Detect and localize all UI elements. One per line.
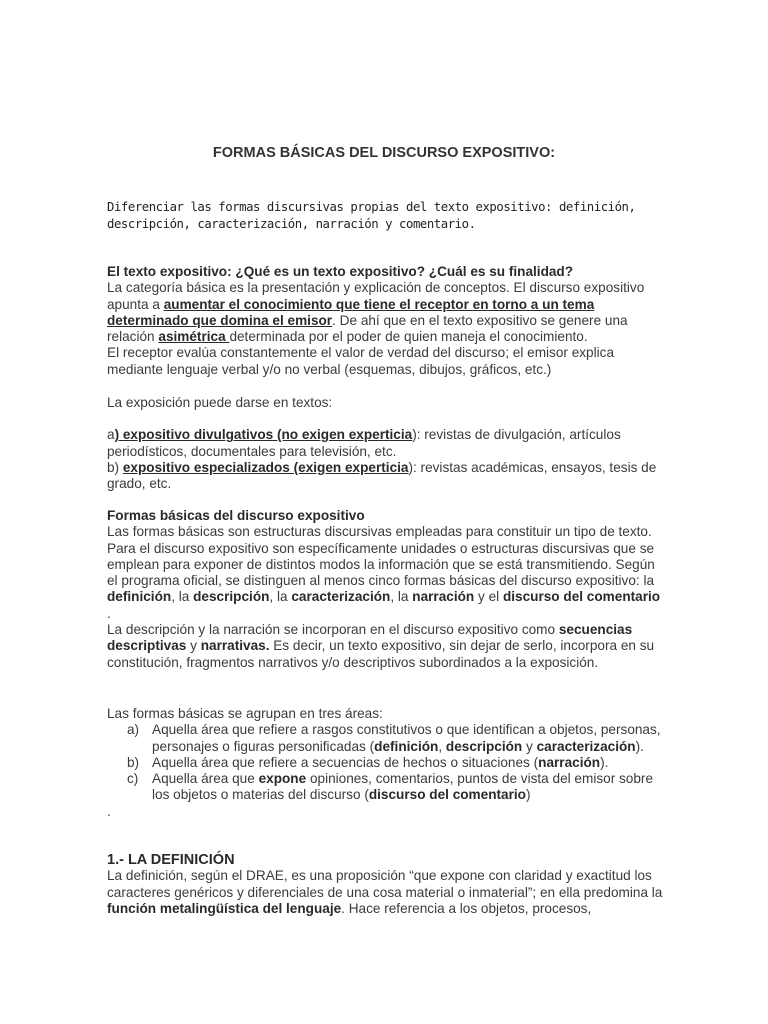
- underlined-phrase: ) expositivo divulgativos (no exigen experticia: [114, 427, 413, 443]
- section-heading: 1.- LA DEFINICIÓN: [107, 852, 235, 868]
- list-item: b) Aquella área que refiere a secuencias de hechos o situaciones (narración).: [127, 754, 609, 770]
- paragraph: El receptor evalúa constantemente el valor de verdad del discurso; el emisor explica mediante lenguaje verbal y/o no verbal (esquemas, dibujos, gráficos, etc.): [107, 345, 615, 377]
- objective-text: Diferenciar las formas discursivas propias del texto expositivo: definición, descripción, caracterización, narración y comentario.: [107, 200, 636, 231]
- paragraph: .: [107, 803, 111, 819]
- paragraph: La categoría básica es la presentación y explicación de conceptos. El discurso expositivo apunta a aumentar el conocimiento que tiene el receptor en torno a un tema determinado que domina el emisor. De ahí que en el texto expositivo se genere una relación asimétrica determinada por el poder de quien maneja el conocimiento.: [107, 280, 645, 345]
- underlined-phrase: aumentar el conocimiento que tiene el receptor en torno a un tema determinado que domina el emisor: [107, 296, 595, 328]
- paragraph: La definición, según el DRAE, es una proposición “que expone con claridad y exactitud los caracteres genéricos y diferenciales de una cosa material o inmaterial”; en ella predomina la función metalingüística del lenguaje. Hace referencia a los objetos, procesos,: [107, 868, 663, 916]
- list-item: b) expositivo especializados (exigen experticia): revistas académicas, ensayos, tesis de grado, etc.: [107, 459, 657, 492]
- paragraph: .: [107, 605, 111, 621]
- underlined-phrase: asimétrica: [158, 329, 230, 345]
- section-heading: Formas básicas del discurso expositivo: [107, 508, 365, 523]
- paragraph: La descripción y la narración se incorporan en el discurso expositivo como secuencias descriptivas y narrativas. Es decir, un texto expositivo, sin dejar de serlo, incorpora en su constitución, fragmentos narrativos y/o descriptivos subordinados a la exposición.: [107, 622, 655, 670]
- paragraph: Las formas básicas se agrupan en tres áreas:: [107, 706, 383, 721]
- list-item: c) Aquella área que expone opiniones, comentarios, puntos de vista del emisor sobre los objetos o materias del discurso (discurso del comentario): [127, 771, 653, 803]
- section-tipos-exposicion: [107, 395, 667, 492]
- section-formas-basicas: [107, 508, 667, 671]
- paragraph: La exposición puede darse en textos:: [107, 395, 333, 410]
- list-item: a) expositivo divulgativos (no exigen experticia): revistas de divulgación, artículos periodísticos, documentales para televisión, etc.: [107, 427, 621, 459]
- section-heading: El texto expositivo: ¿Qué es un texto expositivo? ¿Cuál es su finalidad?: [107, 264, 574, 279]
- section-texto-expositivo: [107, 264, 667, 378]
- paragraph: Las formas básicas son estructuras discursivas empleadas para constituir un tipo de texto. Para el discurso expositivo son específicamente unidades o estructuras discursivas que se emplean para exponer de distintos modos la información que se está transmitiendo. Según el programa oficial, se distinguen al menos cinco formas básicas del discurso expositivo: la definición, la descripción, la caracterización, la narración y el discurso del comentario: [107, 524, 661, 605]
- section-definicion: [107, 852, 667, 917]
- section-tres-areas: [107, 706, 667, 820]
- underlined-phrase: expositivo especializados (exigen experticia: [122, 459, 409, 475]
- areas-list: [107, 722, 667, 803]
- document-title: FORMAS BÁSICAS DEL DISCURSO EXPOSITIVO:: [212, 145, 556, 161]
- list-item: a) Aquella área que refiere a rasgos constitutivos o que identifican a objetos, personas, personajes o figuras personificadas (definición, descripción y caracterización).: [127, 722, 661, 754]
